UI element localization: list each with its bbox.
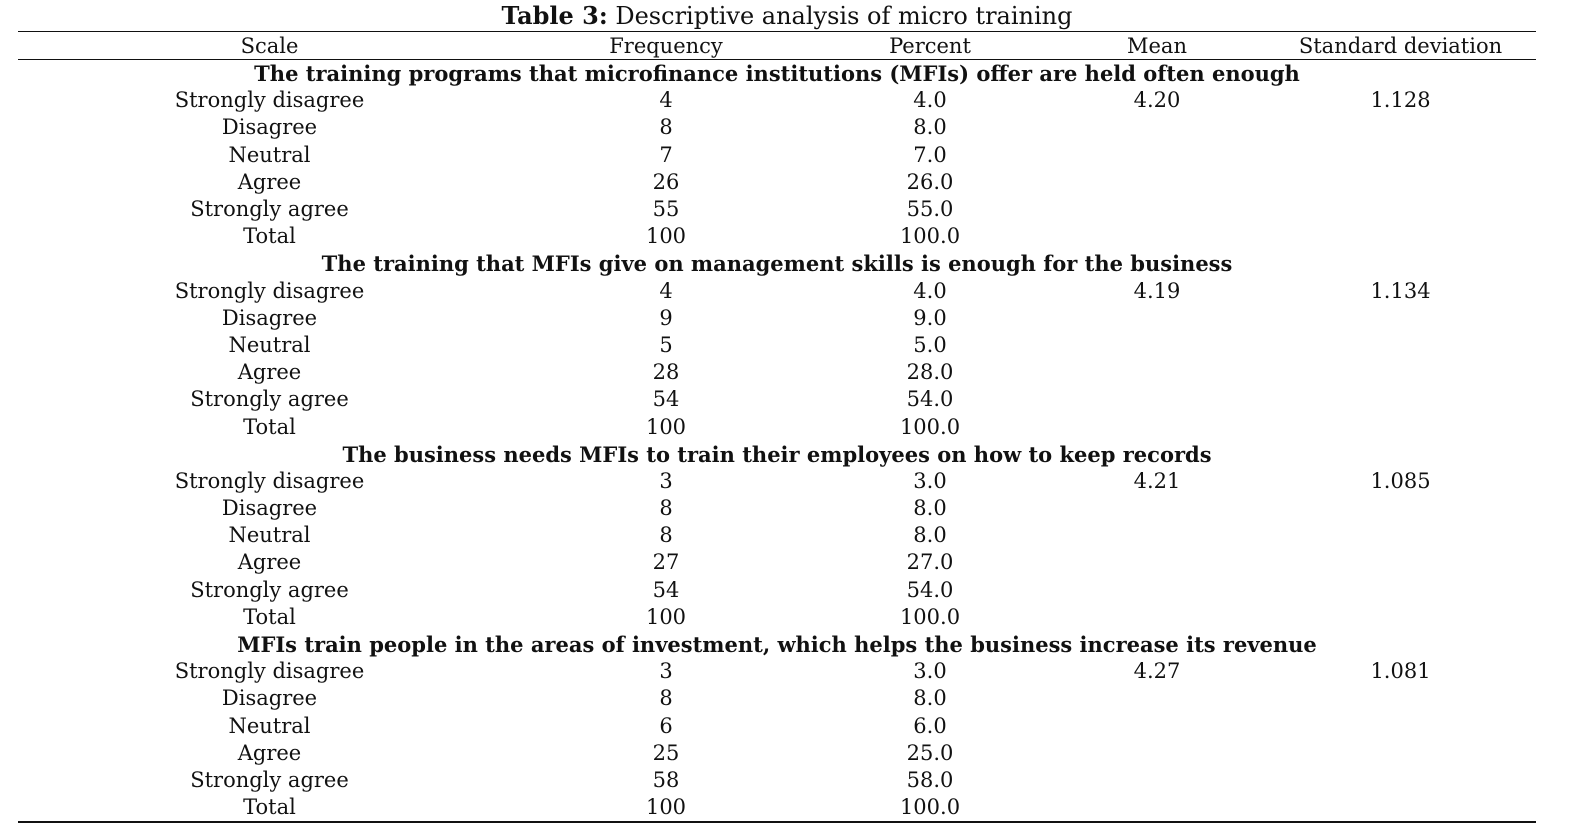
mean-cell [1049,713,1265,740]
scale-cell: Strongly disagree [174,88,365,113]
mean-cell [1049,767,1265,794]
mean-cell: 4.19 [1133,278,1181,303]
table-caption [0,0,1574,32]
sd-cell [1265,767,1536,794]
scale-cell: Disagree [221,115,318,140]
frequency-cell: 58 [652,767,680,792]
scale-cell: Total [243,795,296,820]
mean-cell [1049,196,1265,223]
table-row [18,332,1536,359]
percent-cell: 8.0 [913,496,947,521]
table-row [18,169,1536,196]
scale-cell: Total [243,604,296,629]
table-row [18,549,1536,576]
sd-cell [1265,114,1536,141]
sd-cell [1265,740,1536,767]
sd-cell: 1.128 [1370,88,1431,113]
sd-cell [1265,604,1536,631]
frequency-cell: 100 [645,795,687,820]
bottom-rule [18,821,1536,823]
frequency-cell: 54 [652,577,680,602]
percent-cell: 54.0 [906,577,954,602]
table-row [18,522,1536,549]
table-row [18,87,1536,114]
sd-cell [1265,359,1536,386]
percent-cell: 8.0 [913,686,947,711]
frequency-cell: 8 [659,115,673,140]
sd-cell [1265,196,1536,223]
frequency-cell: 100 [645,224,687,249]
sd-cell [1265,169,1536,196]
scale-cell: Total [243,414,296,439]
frequency-cell: 100 [645,604,687,629]
scale-cell: Agree [237,360,302,385]
group-title: The training programs that microfinance institutions (MFIs) offer are held often enough [254,61,1300,87]
table-row [18,468,1536,495]
scale-cell: Strongly agree [190,577,349,602]
frequency-cell: 7 [659,142,673,167]
table-row [18,413,1536,440]
percent-cell: 100.0 [899,224,961,249]
percent-cell: 4.0 [913,278,947,303]
header-standard-deviation: Standard deviation [1298,34,1503,58]
mean-cell [1049,305,1265,332]
scale-cell: Strongly disagree [174,278,365,303]
percent-cell: 26.0 [906,169,954,194]
scale-cell: Disagree [221,496,318,521]
frequency-cell: 4 [659,88,673,113]
scale-cell: Strongly agree [190,767,349,792]
frequency-cell: 27 [652,550,680,575]
table-row [18,604,1536,631]
frequency-cell: 3 [659,659,673,684]
scale-cell: Strongly disagree [174,468,365,493]
sd-cell [1265,794,1536,821]
sd-cell: 1.081 [1370,659,1431,684]
mean-cell: 4.20 [1133,88,1181,113]
percent-cell: 58.0 [906,767,954,792]
mean-cell [1049,685,1265,712]
table-caption-label: Table 3: [501,1,608,30]
group-title-row [18,250,1536,277]
table-row [18,223,1536,250]
table-row [18,794,1536,821]
percent-cell: 6.0 [913,713,947,738]
mean-cell [1049,386,1265,413]
table-row [18,196,1536,223]
table-row [18,114,1536,141]
table-row [18,577,1536,604]
table-row [18,142,1536,169]
scale-cell: Neutral [228,332,311,357]
table-row [18,740,1536,767]
group-title-row [18,631,1536,658]
percent-cell: 100.0 [899,604,961,629]
frequency-cell: 5 [659,332,673,357]
group-title: MFIs train people in the areas of investment, which helps the business increase its revenue [237,632,1317,658]
scale-cell: Total [243,224,296,249]
group-title-row [18,60,1536,87]
group-title-row [18,441,1536,468]
sd-cell: 1.085 [1370,468,1431,493]
table-row [18,359,1536,386]
percent-cell: 5.0 [913,332,947,357]
mean-cell: 4.27 [1133,659,1181,684]
sd-cell [1265,223,1536,250]
percent-cell: 25.0 [906,740,954,765]
percent-cell: 8.0 [913,523,947,548]
table-row [18,495,1536,522]
frequency-cell: 3 [659,468,673,493]
frequency-cell: 8 [659,496,673,521]
table-row [18,713,1536,740]
mean-cell [1049,604,1265,631]
table-row [18,658,1536,685]
sd-cell [1265,685,1536,712]
mean-cell [1049,142,1265,169]
sd-cell [1265,142,1536,169]
mean-cell [1049,522,1265,549]
frequency-cell: 100 [645,414,687,439]
frequency-cell: 55 [652,197,680,222]
percent-cell: 100.0 [899,414,961,439]
sd-cell [1265,332,1536,359]
sd-cell [1265,386,1536,413]
frequency-cell: 25 [652,740,680,765]
scale-cell: Agree [237,740,302,765]
frequency-cell: 4 [659,278,673,303]
sd-cell [1265,495,1536,522]
scale-cell: Strongly disagree [174,659,365,684]
scale-cell: Disagree [221,305,318,330]
table-caption-text: Descriptive analysis of micro training [615,2,1073,30]
percent-cell: 8.0 [913,115,947,140]
header-scale: Scale [240,34,299,58]
descriptive-table [18,32,1536,821]
mean-cell [1049,495,1265,522]
percent-cell: 4.0 [913,88,947,113]
header-frequency: Frequency [609,34,723,58]
sd-cell [1265,305,1536,332]
mean-cell [1049,794,1265,821]
mean-cell: 4.21 [1133,468,1181,493]
percent-cell: 3.0 [913,468,947,493]
sd-cell [1265,522,1536,549]
scale-cell: Agree [237,550,302,575]
percent-cell: 3.0 [913,659,947,684]
table-body [18,60,1536,821]
percent-cell: 28.0 [906,360,954,385]
header-row [18,32,1536,60]
percent-cell: 7.0 [913,142,947,167]
table-row [18,767,1536,794]
mean-cell [1049,577,1265,604]
frequency-cell: 28 [652,360,680,385]
group-title: The training that MFIs give on management skills is enough for the business [321,251,1233,277]
scale-cell: Agree [237,169,302,194]
sd-cell [1265,713,1536,740]
table-row [18,685,1536,712]
group-title: The business needs MFIs to train their employees on how to keep records [342,441,1212,467]
table-row [18,278,1536,305]
mean-cell [1049,332,1265,359]
header-mean: Mean [1127,34,1187,58]
sd-cell: 1.134 [1370,278,1431,303]
scale-cell: Strongly agree [190,387,349,412]
scale-cell: Disagree [221,686,318,711]
frequency-cell: 54 [652,387,680,412]
table-row [18,305,1536,332]
scale-cell: Neutral [228,523,311,548]
scale-cell: Neutral [228,713,311,738]
percent-cell: 55.0 [906,197,954,222]
percent-cell: 54.0 [906,387,954,412]
frequency-cell: 6 [659,713,673,738]
mean-cell [1049,740,1265,767]
mean-cell [1049,223,1265,250]
mean-cell [1049,114,1265,141]
mean-cell [1049,169,1265,196]
sd-cell [1265,549,1536,576]
scale-cell: Strongly agree [190,197,349,222]
frequency-cell: 8 [659,523,673,548]
percent-cell: 27.0 [906,550,954,575]
mean-cell [1049,549,1265,576]
table-row [18,386,1536,413]
frequency-cell: 9 [659,305,673,330]
sd-cell [1265,413,1536,440]
scale-cell: Neutral [228,142,311,167]
percent-cell: 9.0 [913,305,947,330]
frequency-cell: 26 [652,169,680,194]
percent-cell: 100.0 [899,795,961,820]
mean-cell [1049,359,1265,386]
mean-cell [1049,413,1265,440]
header-percent: Percent [889,34,971,58]
frequency-cell: 8 [659,686,673,711]
sd-cell [1265,577,1536,604]
